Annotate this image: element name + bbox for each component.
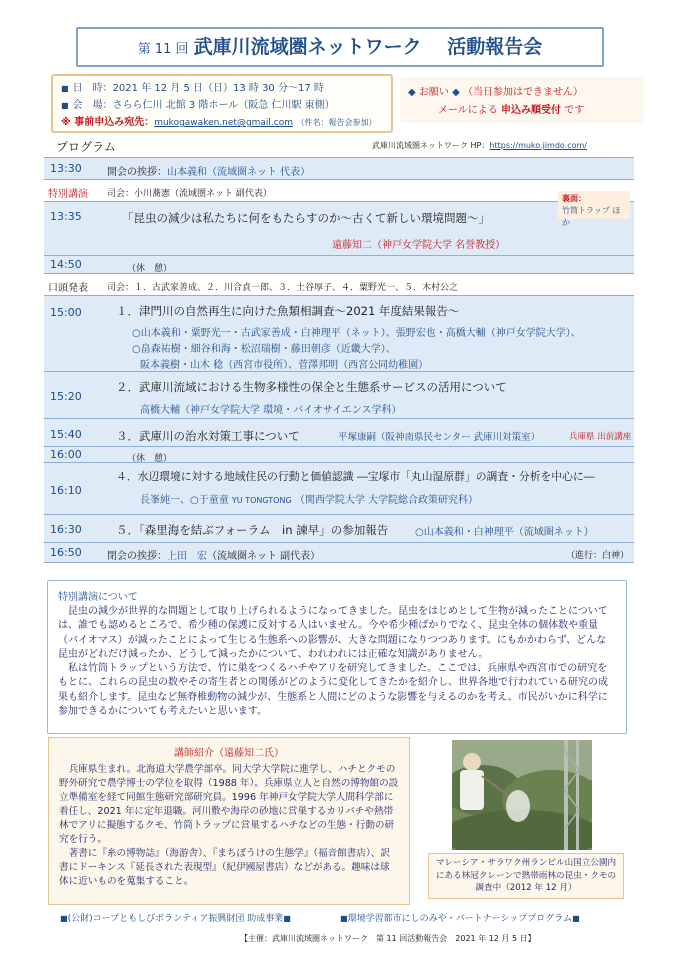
title-prefix: 第 11 回	[137, 42, 189, 57]
date-value: 2021 年 12 月 5 日（日）13 時 30 分～17 時	[112, 83, 324, 94]
closing-remarks	[107, 547, 320, 562]
back-page-text: 竹筒トラップ ほか	[562, 206, 621, 227]
talk-4-title: ４．水辺環境に対する地域住民の行動と価値認識 ―宝塚市「丸山湿原群」の調査・分析を中心に―	[116, 470, 595, 483]
closing-label: 閉会の挨拶：	[107, 551, 167, 562]
apply-row	[61, 114, 383, 132]
speaker-paragraph-1: 兵庫県生まれ。北海道大学農学部卒。同大学大学院に進学し、ハチとクモの野外研究で農学博士の学位を取得（1988 年）。兵庫県立人と自然の博物館の設立準備室を経て同館生態研究部研究員。1996 年神戸女学院大学人間科学部に着任し、2021 年に定年退職。河川敷や海岸の砂地に営巣するカリバチや熱帯林でアリに擬態するクモ、竹筒トラップに営巣するハチなどの生態・行動の研究を行う。	[59, 764, 399, 845]
lecture-paragraph-2: 私は竹筒トラップという方法で、竹に巣をつくるハチやアリを研究してきました。ここでは、兵庫県や西宮市での研究をもとに、これらの昆虫の数やその寄生者との関係がどのように変化してきたかを紹介し、世界各地で行われている研究の成果も紹介します。昆虫など無脊椎動物の減少が、生態系と人間にどのような影響を与えるのかを考え、市民がいかに科学に参加できるかについても考えたいと思います。	[58, 663, 608, 718]
talk-4-author	[140, 491, 478, 506]
talk-4-author-roman: YU TONGTONG	[231, 496, 292, 505]
square-bullet-icon: ■	[60, 914, 68, 923]
opening-name: 山本義和（流域圏ネット 代表）	[167, 167, 311, 178]
notice-first-come: 申込み順受付	[501, 105, 561, 116]
row-divider	[44, 371, 634, 372]
back-page-box	[558, 191, 630, 227]
talk-1-authors-3: 阪本義樹・山木 稔（西宮市役所）、菅澤邦明（西宮公同幼稚園）	[140, 360, 429, 371]
lecture-description-heading: 特別講演について	[58, 592, 138, 603]
apply-note: （件名：報告会参加）	[296, 118, 377, 127]
time-1610: 16:10	[50, 484, 82, 497]
diamond-icon: ◆	[408, 87, 416, 98]
notice-line-1	[408, 83, 583, 98]
talk-3-note: 兵庫県 出前講座	[569, 432, 632, 442]
lecture-description-box	[47, 580, 627, 734]
talk-5-title: ５．「森里海を結ぶフォーラム in 諫早」の参加報告	[116, 523, 389, 537]
event-info-box	[51, 74, 393, 133]
notice-box	[400, 77, 644, 123]
closing-name: 上田 宏	[167, 551, 207, 562]
time-1335: 13:35	[50, 210, 82, 223]
notice-desu: です	[564, 105, 585, 116]
talk-4-author-names: 長峯純一、○于童童	[140, 495, 229, 506]
special-lecture-label: 特別講演	[48, 189, 88, 200]
lecture-title: 「昆虫の減少は私たちに何をもたらすのか～古くて新しい環境問題～」	[122, 211, 490, 225]
time-1500: 15:00	[50, 306, 82, 319]
closing-role: （流域圏ネット 副代表）	[207, 551, 321, 562]
row-divider	[44, 179, 634, 180]
row-divider	[44, 157, 634, 158]
row-divider	[44, 542, 634, 543]
talk-3-title: ３．武庫川の治水対策工事について	[116, 429, 300, 443]
notice-no-sameday: （当日参加はできません）	[462, 87, 583, 98]
square-bullet-icon: ■	[61, 101, 69, 110]
page-title: 武庫川流域圏ネットワーク 活動報告会	[193, 36, 543, 58]
title-box	[76, 27, 604, 67]
row-divider	[44, 255, 634, 256]
lecture-speaker: 遠藤知二（神戸女学院大学 名誉教授）	[332, 240, 506, 251]
square-bullet-icon: ■	[572, 914, 580, 923]
back-page-label: 裏面：	[562, 194, 586, 203]
time-1540: 15:40	[50, 428, 82, 441]
oral-hosts: 司会：１．古武家善成、２．川合貞一郎、３．土谷厚子、４．粟野光一、５．木村公之	[107, 283, 459, 293]
speaker-paragraph-2: 著書に『糸の博物誌』（海游舎）、『まちぼうけの生態学』（福音館書店）、訳書にドーキンス『延長された表現型』（紀伊國屋書店）などがある。趣味は球体に近いものを蒐集すること。	[59, 848, 390, 887]
time-1600: 16:00	[50, 448, 82, 461]
special-lecture-host: 司会：小川蕎憲（流域圏ネット 副代表）	[107, 189, 272, 199]
time-1630: 16:30	[50, 523, 82, 536]
row-divider	[44, 562, 634, 563]
talk-5-author: ○山本義和・白神理平（流域圏ネット）	[415, 527, 594, 538]
row-divider	[44, 446, 634, 447]
row-divider	[44, 418, 634, 419]
square-bullet-icon: ■	[61, 84, 69, 93]
square-bullet-icon: ■	[283, 914, 291, 923]
notice-by-email: メールによる	[438, 105, 498, 116]
opening-remarks	[107, 163, 310, 178]
lecture-paragraph-1: 昆虫の減少が世界的な問題として取り上げられるようになってきました。昆虫をはじめとして生物が減ったことについては、誰でも認めるところで、希少種の保護に反対する人はいません。今や希少種ばかりでなく、昆虫全体の個体数や重量（バイオマス）が減ったことによって生じる生態系への影響が、大きな問題になりつつあります。にもかかわらず、どんな昆虫がどれだけ減ったか、どうして減ったかについて、われわれには正確な知識がありません。	[58, 606, 608, 660]
field-research-photo	[452, 740, 592, 850]
venue-label: 会 場：	[72, 100, 113, 111]
opening-label: 開会の挨拶：	[107, 167, 167, 178]
homepage-label: 武庫川流域圏ネットワーク HP：	[372, 141, 490, 150]
notice-please: お願い	[418, 87, 449, 98]
talk-4-author-affiliation: （関西学院大学 大学院総合政策研究科）	[294, 495, 479, 506]
apply-label: ※ 事前申込み宛先：	[61, 117, 155, 128]
photo-caption: マレーシア・サラワク州ランビル山国立公園内にある林冠クレーンで熱帯雨林の昆虫・クモの調査中（2012 年 12 月）	[428, 853, 624, 899]
talk-3-author: 平塚康嗣（阪神南県民センター 武庫川対策室）	[338, 432, 541, 443]
date-row	[61, 80, 383, 97]
program-heading: プログラム	[56, 140, 116, 154]
talk-2-author: 高橋大輔（神戸女学院大学 環境・バイオサイエンス学科）	[140, 405, 402, 416]
square-bullet-icon: ■	[340, 914, 348, 923]
talk-1-authors-1: ○山本義和・粟野光一・古武家善成・白神理平（ネット）、張野宏也・高橋大輔（神戸女学院大学）、	[132, 328, 581, 339]
apply-email-link[interactable]: mukogawaken.net@gmail.com	[154, 118, 294, 128]
row-divider	[44, 201, 634, 202]
speaker-profile-box	[48, 737, 410, 905]
time-1450: 14:50	[50, 258, 82, 271]
sponsor-2	[340, 911, 580, 924]
venue-row	[61, 97, 383, 114]
speaker-profile-heading: 講師紹介（遠藤知二氏）	[174, 748, 284, 759]
row-divider	[44, 514, 634, 515]
homepage-line	[372, 140, 587, 151]
row-divider	[44, 295, 634, 296]
date-label: 日 時：	[72, 83, 113, 94]
time-1520: 15:20	[50, 390, 82, 403]
oral-label: 口頭発表	[48, 283, 88, 294]
break-2: （休 憩）	[127, 454, 173, 464]
time-1330: 13:30	[50, 162, 82, 175]
organizer-credit: 【主催：武庫川流域圏ネットワーク 第 11 回活動報告会 2021 年 12 月 5 日】	[240, 934, 536, 943]
time-1650: 16:50	[50, 546, 82, 559]
sponsor-1-text: (公財)コープともしびボランティア振興財団 助成事業	[67, 914, 284, 924]
homepage-link[interactable]: https://muko.jimdo.com/	[489, 141, 587, 150]
talk-1-authors-2: ○畠森祐樹・細谷和海・松沼瑞樹・藤田朝彦（近畿大学）、	[132, 344, 396, 355]
notice-line-2	[438, 101, 584, 116]
break-1: （休 憩）	[127, 264, 173, 274]
host-note: （進行：白神）	[566, 551, 630, 561]
venue-value: さらら仁川 北館 3 階ホール（阪急 仁川駅 東側）	[112, 100, 335, 111]
talk-1-title: １．津門川の自然再生に向けた魚類相調査～2021 年度結果報告～	[116, 304, 460, 318]
sponsor-2-text: 環境学習都市にしのみや・パートナーシッププログラム	[347, 914, 573, 924]
sponsor-1	[60, 911, 291, 924]
diamond-icon: ◆	[452, 87, 460, 98]
talk-2-title: ２．武庫川流域における生物多様性の保全と生態系サービスの活用について	[116, 380, 507, 394]
photo-illustration	[452, 740, 592, 850]
